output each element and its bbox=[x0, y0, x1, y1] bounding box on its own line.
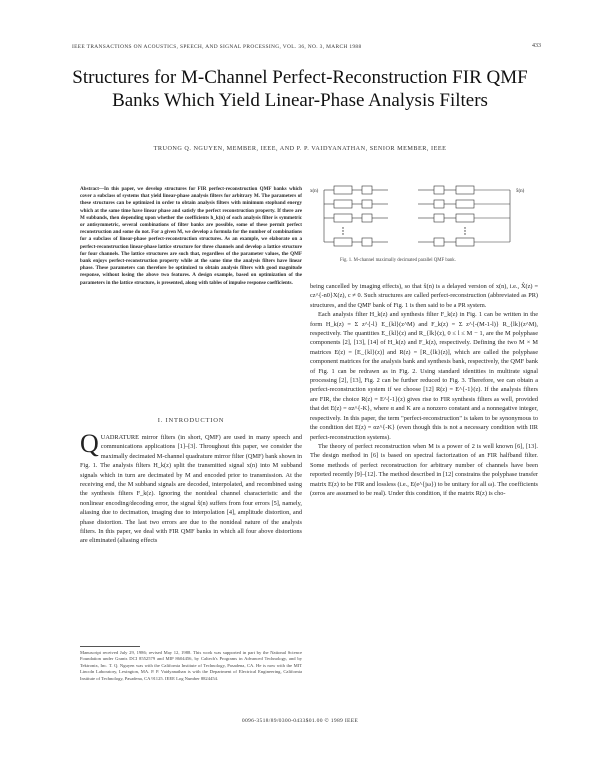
introduction-body: UADRATURE mirror filters (in short, QMF) are used in many speech and communications applications [1]–[3]. Throughout this paper, we consider the maximally decimated M-channel quadrature mirror filter (QMF) bank shown in Fig. 1. The analysis filters H_k(z) split the transmitted signal x(n) into M subband signals which in turn are decimated by M and encoded prior to transmission. At the receiving end, the M subband signals are decoded, interpolated, and recombined using the synthesis filters F_k(z). Ignoring the nonideal channel characteristic and the nonlinear encoding/decoding error, the signal x̂(n) suffers from four errors [5], namely, aliasing due to decimation, imaging due to interpolation [4], amplitude distortion, and phase distortion. The last two errors are due to the nonideal nature of the analysis filters. In this paper, we deal with FIR QMF banks in which all four above distortions are eliminated (aliasing effects bbox=[80, 434, 302, 545]
figure-input-label: x(n) bbox=[310, 189, 319, 194]
section-heading: I. INTRODUCTION bbox=[157, 417, 225, 424]
copyright-code: 0096-3518/89/0300-0433$01.00 © 1989 IEEE bbox=[241, 718, 359, 724]
paragraph: The theory of perfect reconstruction when M is a power of 2 is well known [6], [13]. The design method in [6] is based on spectral factorization of an FIR halfband filter. Some methods of perfect reconstruction for arbitrary number of channels have been reported recently [9]–[12]. The method described in [12] constrains the polyphase transfer matrix E(z) to be FIR and lossless (i.e., E(e^{jω}) to be unitary for all ω). The coefficients (zeros are assumed to be real). Under this condition, if the matrix R(z) is cho- bbox=[310, 442, 538, 497]
page-number: 433 bbox=[532, 43, 541, 49]
paragraph: Each analysis filter H_k(z) and synthesis filter F_k(z) in Fig. 1 can be written in the form H_k(z) = Σ z^{-l} E_{kl}(z^M) and F_k(z) = Σ z^{-(M-1-l)} R_{lk}(z^M), respectively. The quantities E_{kl}(z) and R_{lk}(z), 0 ≤ l ≤ M − 1, are the M polyphase components [2], [13], [14] of H_k(z) and F_k(z), respectively. Defining the two M × M matrices E(z) = [E_{kl}(z)] and R(z) = [R_{lk}(z)], which are called the polyphase component matrices for the analysis bank and synthesis bank, respectively, the QMF bank of Fig. 1 can be redrawn as in Fig. 2. Using standard identities in multirate signal processing [2], [13], Fig. 2 can be further reduced to Fig. 3. Therefore, we can obtain a perfect-reconstruction system if we choose [12] R(z) = E^{-1}(z). If the analysis filters are FIR, the choice R(z) = E^{-1}(z) gives rise to FIR synthesis filters as well, provided that det E(z) = αz^{-K}, where α and K are a nonzero constant and a nonnegative integer, respectively. In this paper, the term "perfect-reconstruction" is taken to be synonymous to the condition det E(z) = αz^{-K} (even though this is not a necessary condition with IIR perfect-reconstruction systems). bbox=[310, 311, 538, 441]
right-column-text bbox=[310, 282, 538, 498]
abstract: Abstract—In this paper, we develop structures for FIR perfect-reconstruction QMF banks which cover a subclass of systems that yield linear-phase analysis filters for arbitrary M. The parameters of these structures can be optimized in order to obtain analysis filters with minimum stopband energy which at the same time have linear phase and satisfy the perfect reconstruction property. If there are M subbands, then depending upon whether the coefficients h_k(n) of each analysis filter is symmetric or antisymmetric, several combinations of filter banks are possible, some of these permit perfect reconstruction and some do not. For a given M, we develop a formula for the number of combinations for a subclass of linear-phase perfect-reconstruction structures. As an example, we elaborate on a perfect-reconstruction linear-phase lattice structure for three channels and develop a lattice structure for four channels. The lattice structures are such that, regardless of the parameter values, the QMF bank enjoys perfect-reconstruction property while at the same time the analysis filters have linear phase. These parameters can therefore be optimized to obtain analysis filters with good magnitude response, without losing the above two features. A design example, based on optimization of the parameters in the lattice structure, is presented, along with tables of impulse response coefficients. bbox=[80, 186, 302, 286]
drop-cap: Q bbox=[80, 429, 99, 458]
figure-caption: Fig. 1. M-channel maximally decimated parallel QMF bank. bbox=[340, 258, 456, 263]
paper-authors: TRUONG Q. NGUYEN, MEMBER, IEEE, AND P. P. VAIDYANATHAN, SENIOR MEMBER, IEEE bbox=[153, 145, 447, 152]
footnote: Manuscript received July 29, 1986; revised May 12, 1988. This work was supported in part by the National Science Foundation under Grants DCI 8552579 and MIP 8604456, by Caltech's Programs in Advanced Technology, and by Tektronix, Inc. T. Q. Nguyen was with the California Institute of Technology, Pasadena, CA. He is now with the MIT Lincoln Laboratory, Lexington, MA. P. P. Vaidyanathan is with the Department of Electrical Engineering, California Institute of Technology, Pasadena, CA 91125. IEEE Log Number 8824454. bbox=[80, 650, 302, 681]
paragraph: being cancelled by imaging effects), so that x̂(n) is a delayed version of x(n), i.e., X̂(z) = cz^{-n0}X(z), c ≠ 0. Such structures are called perfect-reconstruction (abbreviated as PR) structures, and the QMF bank of Fig. 1 is then said to be a PR system. bbox=[310, 283, 538, 309]
paper-title: Structures for M-Channel Perfect-Reconstruction FIR QMF Banks Which Yield Linear-Phase Analysis Filters bbox=[72, 67, 528, 111]
running-header: IEEE TRANSACTIONS ON ACOUSTICS, SPEECH, AND SIGNAL PROCESSING, VOL. 36, NO. 3, MARCH 1988 bbox=[72, 44, 362, 50]
footnote-rule bbox=[80, 646, 140, 647]
figure-output-label: x̂(n) bbox=[516, 189, 525, 194]
introduction-text bbox=[80, 429, 302, 546]
qmf-bank-figure bbox=[310, 180, 535, 256]
